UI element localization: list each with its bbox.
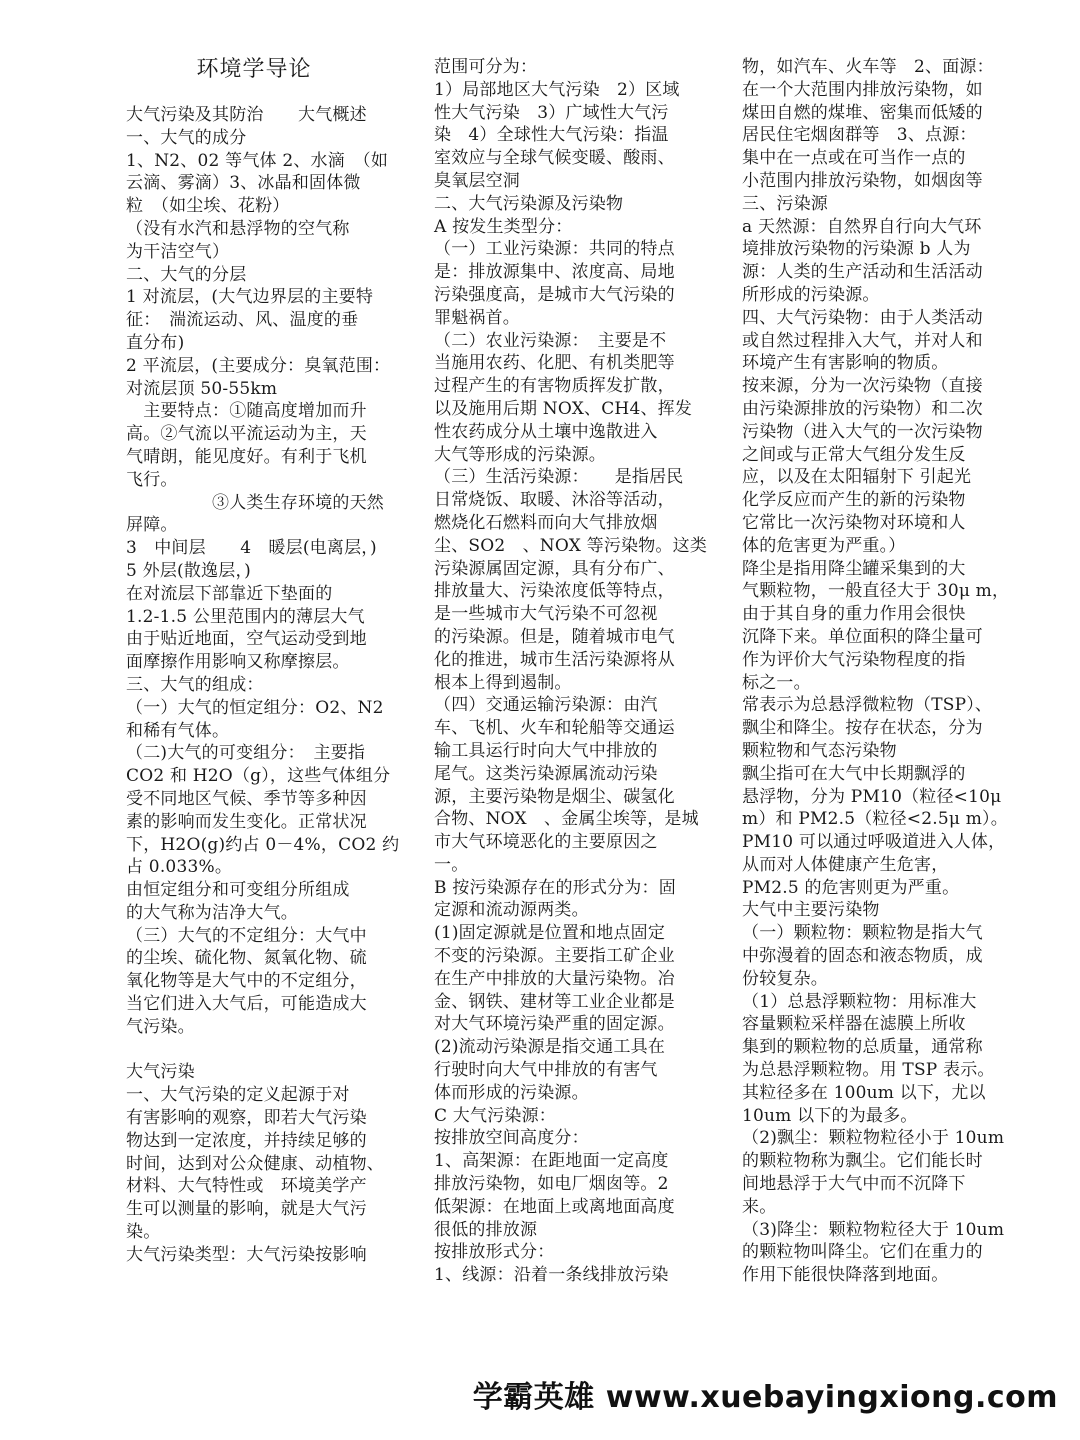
- text-line: 物达到一定浓度，并持续足够的: [126, 1130, 367, 1151]
- text-line: 容量颗粒采样器在滤膜上所收: [742, 1014, 966, 1035]
- text-line: 应，以及在太阳辐射下 引起光: [742, 467, 972, 488]
- text-line: 时间，达到对公众健康、动植物、: [126, 1153, 384, 1174]
- text-line: 或自然过程排入大气，并对人和: [742, 330, 983, 351]
- text-line: 生可以测量的影响，就是大气污: [126, 1199, 367, 1220]
- text-line: （四）交通运输污染源：由汽: [434, 695, 658, 716]
- text-line: 以及施用后期 NOX、CH4、挥发: [434, 398, 693, 419]
- text-line: 当施用农药、化肥、有机类肥等: [434, 353, 675, 374]
- text-line: 二、大气污染源及污染物: [434, 193, 624, 214]
- text-line: 排放量大、污染浓度低等特点，: [434, 581, 675, 602]
- text-line: 3 中间层 4 暖层(电离层，): [126, 538, 377, 559]
- text-line: 源：人类的生产活动和生活活动: [742, 262, 983, 283]
- text-line: 低架源：在地面上或离地面高度: [434, 1196, 675, 1217]
- text-line: a 天然源：自然界自行向大气环: [742, 216, 982, 237]
- text-line: [126, 1039, 382, 1062]
- text-line: （二）农业污染源： 主要是不: [434, 330, 667, 351]
- text-line: 和稀有气体。: [126, 720, 230, 741]
- text-line: 金、钢铁、建材等工业企业都是: [434, 991, 675, 1012]
- text-line: 在一个大范围内排放污染物，如: [742, 79, 983, 100]
- text-line: 颗粒物和气态污染物: [742, 740, 897, 761]
- text-line: 按排放形式分：: [434, 1242, 555, 1263]
- text-line: （一）工业污染源：共同的特点: [434, 239, 675, 260]
- text-line: (1)固定源就是位置和地点固定: [434, 923, 666, 944]
- text-line: 气污染。: [126, 1016, 195, 1037]
- text-line: 化学反应而产生的新的污染物: [742, 490, 966, 511]
- text-line: 居民住宅烟囱群等 3、点源：: [742, 125, 977, 146]
- text-line: 来。: [742, 1196, 777, 1217]
- text-line: （三）大气的不定组分：大气中: [126, 925, 367, 946]
- text-line: （三）生活污染源： 是指居民: [434, 467, 684, 488]
- text-line: 合物、NOX 、金属尘埃等，是城: [434, 809, 699, 830]
- text-line: 染 4）全球性大气污染：指温: [434, 125, 669, 146]
- text-line: 有害影响的观察，即若大气污染: [126, 1108, 367, 1129]
- text-line: 的尘埃、硫化物、氮氧化物、硫: [126, 948, 367, 969]
- text-line: （1）总悬浮颗粒物：用标准大: [742, 991, 977, 1012]
- text-line: 大气等形成的污染源。: [434, 444, 606, 465]
- text-line: 间地悬浮于大气中而不沉降下: [742, 1174, 966, 1195]
- text-line: ③人类生存环境的天然: [126, 492, 384, 513]
- text-line: 当它们进入大气后，可能造成大: [126, 994, 367, 1015]
- text-line: 不变的污染源。主要指工矿企业: [434, 946, 675, 967]
- text-line: 污染物（进入大气的一次污染物: [742, 421, 983, 442]
- text-line: 行驶时向大气中排放的有害气: [434, 1060, 658, 1081]
- text-line: 粒 （如尘埃、花粉）: [126, 196, 290, 217]
- text-line: 三、大气的组成：: [126, 674, 264, 695]
- text-line: 它常比一次污染物对环境和人: [742, 512, 966, 533]
- text-line: 污染源属固定源，具有分布广、: [434, 558, 675, 579]
- text-line: 集中在一点或在可当作一点的: [742, 148, 966, 169]
- text-line: 云滴、雾滴）3、冰晶和固体微: [126, 173, 361, 194]
- text-line: 排放污染物，如电厂烟囱等。2: [434, 1174, 669, 1195]
- text-line: （二)大气的可变组分： 主要指: [126, 743, 366, 764]
- text-line: 煤田自燃的煤堆、密集而低矮的: [742, 102, 983, 123]
- text-line: 由于贴近地面，空气运动受到地: [126, 629, 367, 650]
- text-line: 按排放空间高度分：: [434, 1128, 589, 1149]
- text-line: 1）局部地区大气污染 2）区域: [434, 79, 680, 100]
- text-line: 1、线源：沿着一条线排放污染: [434, 1265, 669, 1286]
- text-line: 的颗粒物称为飘尘。它们能长时: [742, 1151, 983, 1172]
- text-line: 对大气环境污染严重的固定源。: [434, 1014, 675, 1035]
- text-line: 气颗粒物，一般直径大于 30μ m，: [742, 581, 1010, 602]
- text-line: 为总悬浮颗粒物。用 TSP 表示。: [742, 1060, 995, 1081]
- text-line: 在生产中排放的大量污染物。冶: [434, 968, 675, 989]
- text-line: 的大气称为洁净大气。: [126, 902, 298, 923]
- text-line: 小范围内排放污染物，如烟囱等: [742, 170, 983, 191]
- text-line: 在对流层下部靠近下垫面的: [126, 583, 333, 604]
- text-line: 过程产生的有害物质挥发扩散，: [434, 376, 675, 397]
- text-line: 体的危害更为严重。）: [742, 535, 906, 556]
- text-line: 氧化物等是大气中的不定组分，: [126, 971, 367, 992]
- text-line: B 按污染源存在的形式分为：固: [434, 877, 676, 898]
- text-line: 染。: [126, 1222, 161, 1243]
- text-line: m）和 PM2.5（粒径<2.5μ m）。: [742, 809, 1008, 830]
- text-line: A 按发生类型分：: [434, 216, 573, 237]
- text-line: 境排放污染物的污染源 b 人为: [742, 239, 971, 260]
- text-line: 标之一。: [742, 672, 811, 693]
- text-line: （一）大气的恒定组分：O2、N2: [126, 697, 384, 718]
- text-line: 2 平流层，(主要成分：臭氧范围：: [126, 355, 391, 376]
- text-line: 其粒径多在 100um 以下，尤以: [742, 1082, 986, 1103]
- text-line: 主要特点：①随高度增加而升: [126, 401, 367, 422]
- text-line: 征： 湍流运动、风、温度的垂: [126, 310, 359, 331]
- text-line: 为干洁空气）: [126, 241, 230, 262]
- text-line: 范围可分为：: [434, 57, 538, 77]
- text-line: 市大气环境恶化的主要原因之: [434, 832, 658, 853]
- text-line: 下，H2O(g)约占 0－4%，CO2 约: [126, 834, 400, 855]
- text-line: 体而形成的污染源。: [434, 1082, 589, 1103]
- text-line: 5 外层(散逸层，): [126, 560, 251, 581]
- text-line: 作用下能很快降落到地面。: [742, 1265, 949, 1286]
- text-line: 一、大气污染的定义起源于对: [126, 1085, 350, 1106]
- watermark-logo-text: 学霸英雄 www.xuebayingxiong.com: [472, 1380, 1058, 1415]
- text-line: 1 对流层，(大气边界层的主要特: [126, 287, 374, 308]
- text-line: 是一些城市大气污染不可忽视: [434, 604, 658, 625]
- text-line: 车、飞机、火车和轮船等交通运: [434, 718, 675, 739]
- text-line: (2)流动污染源是指交通工具在: [434, 1037, 666, 1058]
- text-line: 1.2-1.5 公里范围内的薄层大气: [126, 606, 365, 627]
- text-line: 是：排放源集中、浓度高、局地: [434, 262, 675, 283]
- text-line: 性大气污染 3）广域性大气污: [434, 102, 669, 123]
- text-line: 飞行。: [126, 469, 178, 490]
- text-line: 尾气。这类污染源属流动污染: [434, 763, 658, 784]
- text-line: 罪魁祸首。: [434, 307, 520, 328]
- text-line: 面摩擦作用影响又称摩擦层。: [126, 652, 350, 673]
- text-line: 占 0.033%。: [126, 857, 233, 878]
- text-line: 的污染源。但是，随着城市电气: [434, 626, 675, 647]
- text-line: 四、大气污染物：由于人类活动: [742, 307, 983, 328]
- text-line: 作为评价大气污染物程度的指: [742, 649, 966, 670]
- text-line: 日常烧饭、取暖、沐浴等活动，: [434, 490, 675, 511]
- text-line: 气晴朗，能见度好。有利于飞机: [126, 446, 367, 467]
- text-line: 大气污染: [126, 1062, 195, 1083]
- text-line: 臭氧层空洞: [434, 170, 520, 191]
- text-line: 直分布): [126, 332, 185, 353]
- text-line: 常表示为总悬浮微粒物（TSP）、: [742, 695, 993, 716]
- text-line: 物，如汽车、火车等 2、面源：: [742, 57, 994, 77]
- text-line: PM10 可以通过呼吸道进入人体，: [742, 832, 1006, 853]
- text-line: 二、大气的分层: [126, 264, 247, 285]
- text-line: 定源和流动源两类。: [434, 900, 589, 921]
- text-line: 对流层顶 50-55km: [126, 378, 278, 399]
- text-line: 室效应与全球气候变暖、酸雨、: [434, 148, 675, 169]
- text-line: 素的影响而发生变化。正常状况: [126, 811, 367, 832]
- text-line: （2)飘尘：颗粒物粒径小于 10um: [742, 1128, 1005, 1149]
- text-line: 化的推进，城市生活污染源将从: [434, 649, 675, 670]
- text-line: C 大气污染源：: [434, 1105, 557, 1126]
- text-line: 按来源，分为一次污染物（直接: [742, 376, 983, 397]
- text-line: 材料、大气特性或 环境美学产: [126, 1176, 367, 1197]
- text-line: 由污染源排放的污染物）和二次: [742, 398, 983, 419]
- column-left: [126, 56, 400, 1267]
- text-line: 从而对人体健康产生危害，: [742, 854, 949, 875]
- text-line: 由于其自身的重力作用会很快: [742, 604, 966, 625]
- text-line: 份较复杂。: [742, 968, 828, 989]
- text-line: 高。②气流以平流运动为主，天: [126, 424, 367, 445]
- text-line: 源，主要污染物是烟尘、碳氢化: [434, 786, 675, 807]
- text-line: 一、大气的成分: [126, 127, 247, 148]
- text-line: 10um 以下的为最多。: [742, 1105, 918, 1126]
- text-line: 所形成的污染源。: [742, 284, 880, 305]
- text-line: 1、高架源：在距地面一定高度: [434, 1151, 669, 1172]
- text-line: 大气污染及其防治 大气概述: [126, 105, 367, 125]
- text-line: 一。: [434, 854, 469, 875]
- text-line: 悬浮物，分为 PM10（粒径<10μ: [742, 786, 1002, 807]
- text-line: 污染强度高，是城市大气污染的: [434, 284, 675, 305]
- text-line: 之间或与正常大气组分发生反: [742, 444, 966, 465]
- text-line: 尘、SO2 、NOX 等污染物。这类: [434, 535, 708, 556]
- text-line: 降尘是指用降尘罐采集到的大: [742, 558, 966, 579]
- text-line: PM2.5 的危害则更为严重。: [742, 877, 960, 898]
- column-right: [742, 56, 1010, 1287]
- text-line: 由恒定组分和可变组分所组成: [126, 880, 350, 901]
- text-line: 1、N2、02 等气体 2、水滴 （如: [126, 150, 389, 171]
- text-line: 环境产生有害影响的物质。: [742, 353, 949, 374]
- text-line: （一）颗粒物：颗粒物是指大气: [742, 923, 983, 944]
- text-line: 沉降下来。单位面积的降尘量可: [742, 626, 983, 647]
- text-line: 性农药成分从土壤中逸散进入: [434, 421, 658, 442]
- text-line: （没有水汽和悬浮物的空气称: [126, 218, 350, 239]
- text-line: 的颗粒物叫降尘。它们在重力的: [742, 1242, 983, 1263]
- text-line: 受不同地区气候、季节等多种因: [126, 788, 367, 809]
- column-middle: [434, 56, 708, 1287]
- text-line: 根本上得到遏制。: [434, 672, 572, 693]
- text-line: 很低的排放源: [434, 1219, 538, 1240]
- text-line: 三、污染源: [742, 193, 828, 214]
- document-title: 环境学导论: [196, 57, 312, 82]
- text-line: 集到的颗粒物的总质量，通常称: [742, 1037, 983, 1058]
- text-line: 燃烧化石燃料而向大气排放烟: [434, 512, 658, 533]
- text-line: CO2 和 H2O（g），这些气体组分: [126, 766, 391, 787]
- text-line: 输工具运行时向大气中排放的: [434, 740, 658, 761]
- text-line: 中弥漫着的固态和液态物质，成: [742, 946, 983, 967]
- text-line: 飘尘指可在大气中长期飘浮的: [742, 763, 966, 784]
- text-line: 大气中主要污染物: [742, 900, 880, 921]
- text-line: 大气污染类型：大气污染按影响: [126, 1244, 367, 1265]
- text-line: （3)降尘：颗粒物粒径大于 10um: [742, 1219, 1005, 1240]
- text-line: 飘尘和降尘。按存在状态，分为: [742, 718, 983, 739]
- text-line: 屏障。: [126, 515, 178, 536]
